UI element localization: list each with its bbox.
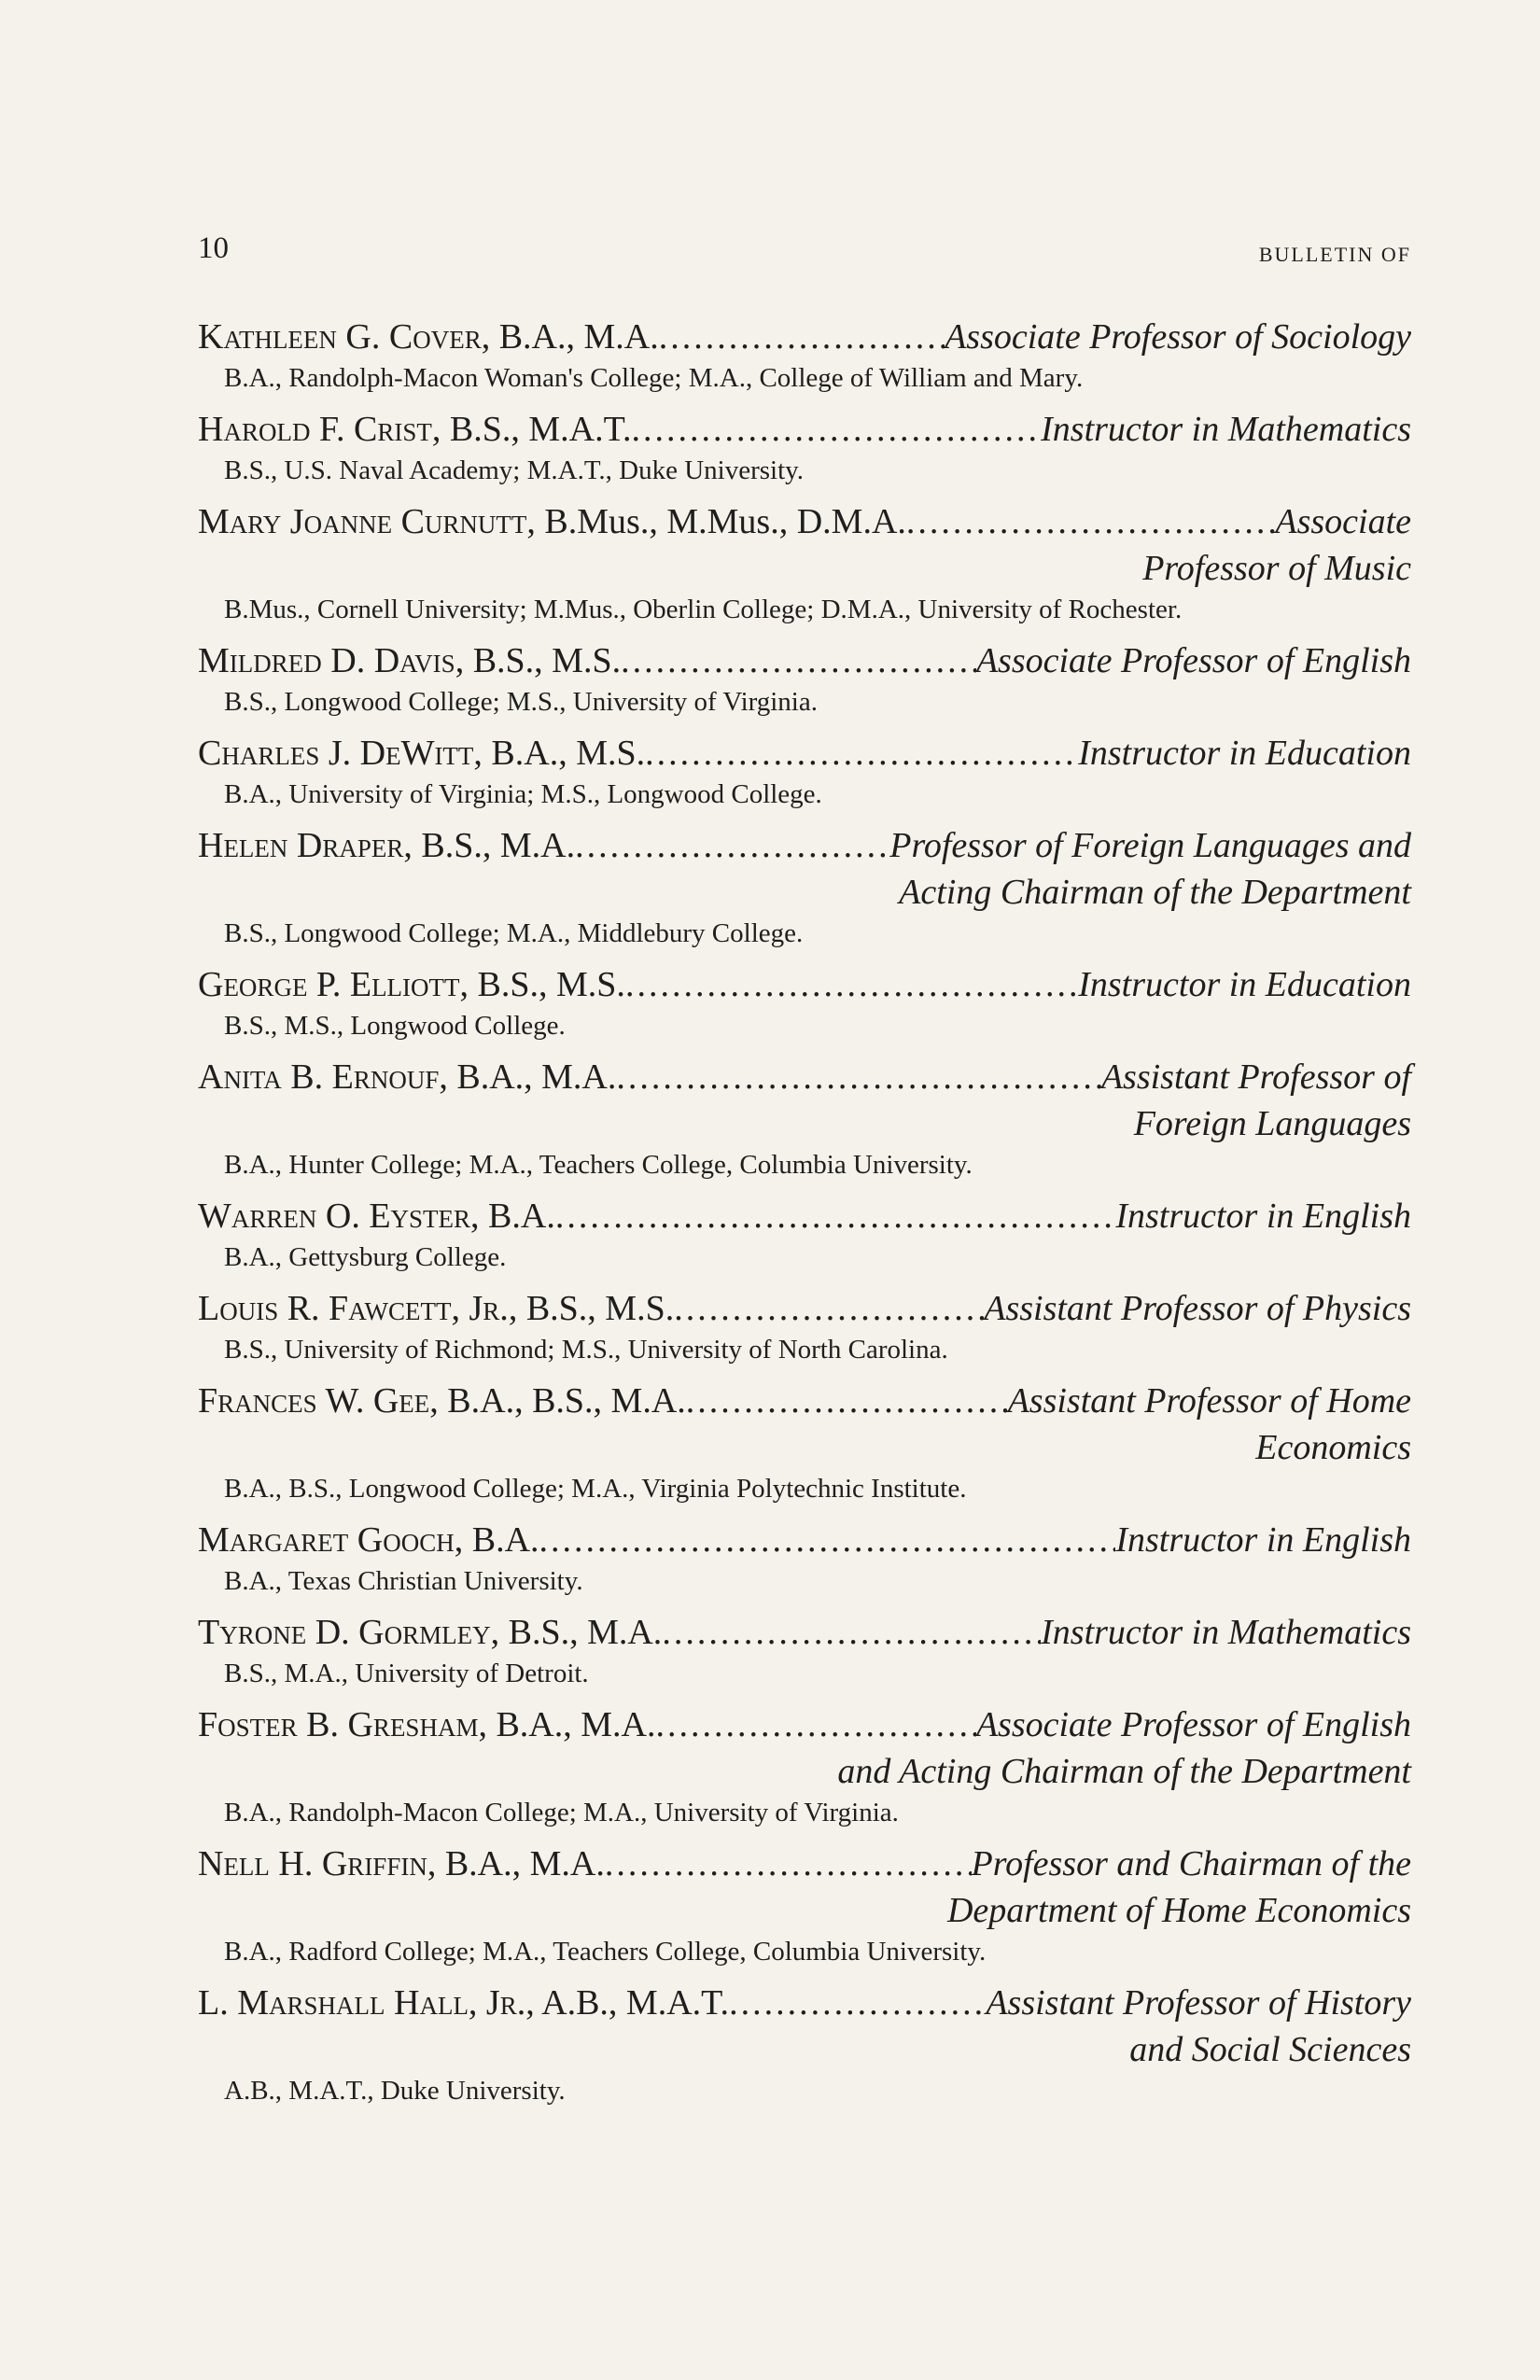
faculty-entry — [198, 1609, 1411, 1688]
faculty-education: B.S., Longwood College; M.S., University of Virginia. — [224, 687, 818, 717]
faculty-title: Associate — [1275, 502, 1411, 541]
entry-heading-line — [198, 637, 1411, 684]
dot-leader — [605, 1841, 972, 1887]
page-number: 10 — [198, 231, 229, 265]
dot-leader — [632, 406, 1042, 453]
faculty-entry — [198, 406, 1411, 485]
entry-heading-line — [198, 1193, 1411, 1239]
faculty-title: Associate Professor of Sociology — [945, 317, 1411, 357]
faculty-name: Mildred D. Davis — [198, 641, 455, 680]
entry-heading-line — [198, 406, 1411, 453]
dot-leader — [906, 498, 1275, 545]
running-head: BULLETIN OF — [1258, 243, 1411, 266]
faculty-title: Instructor in Education — [1078, 965, 1411, 1004]
dot-leader — [555, 1193, 1115, 1239]
faculty-title: Instructor in Mathematics — [1041, 1613, 1411, 1652]
faculty-title: Instructor in English — [1115, 1197, 1411, 1236]
dot-leader — [625, 961, 1078, 1008]
faculty-entry — [198, 314, 1411, 393]
faculty-degrees: , B.A., M.A. — [427, 1844, 605, 1883]
entry-heading-line — [198, 1609, 1411, 1656]
faculty-title: Instructor in English — [1115, 1520, 1411, 1560]
faculty-education: B.S., M.A., University of Detroit. — [224, 1659, 589, 1688]
faculty-degrees: , B.S., M.S. — [508, 1289, 675, 1328]
entry-heading-line — [198, 730, 1411, 777]
faculty-name: Margaret Gooch — [198, 1520, 455, 1560]
faculty-education: B.Mus., Cornell University; M.Mus., Oberlin College; D.M.A., University of Rochester. — [224, 595, 1183, 624]
faculty-name: Frances W. Gee — [198, 1381, 430, 1421]
faculty-education: B.A., Gettysburg College. — [224, 1242, 507, 1272]
faculty-education: B.S., U.S. Naval Academy; M.A.T., Duke University. — [224, 455, 805, 485]
faculty-degrees: , A.B., M.A.T. — [525, 1983, 730, 2023]
dot-leader — [616, 1054, 1100, 1100]
faculty-education: B.S., M.S., Longwood College. — [224, 1011, 566, 1041]
faculty-degrees: , B.S., M.S. — [455, 641, 622, 680]
faculty-degrees: , B.A. — [470, 1197, 555, 1236]
faculty-education: B.A., Randolph-Macon College; M.A., University of Virginia. — [224, 1798, 899, 1827]
faculty-name: Louis R. Fawcett, Jr. — [198, 1289, 509, 1328]
faculty-degrees: , B.Mus., M.Mus., D.M.A. — [526, 502, 906, 541]
faculty-degrees: , B.A., M.A. — [481, 317, 659, 357]
faculty-degrees: , B.A., M.A. — [439, 1057, 617, 1097]
faculty-title-continued: and Social Sciences — [1129, 2030, 1411, 2069]
faculty-entry — [198, 1517, 1411, 1596]
dot-leader — [539, 1517, 1116, 1563]
entry-heading-line — [198, 822, 1411, 869]
faculty-title: Instructor in Education — [1078, 734, 1411, 773]
faculty-title: Professor of Foreign Languages and — [889, 826, 1411, 865]
faculty-name: Charles J. DeWitt — [198, 734, 474, 773]
faculty-entry — [198, 1285, 1411, 1365]
dot-leader — [659, 314, 945, 360]
faculty-entry — [198, 498, 1411, 624]
dot-leader — [655, 1701, 975, 1748]
faculty-degrees: , B.S., M.A. — [403, 826, 576, 865]
faculty-name: Mary Joanne Curnutt — [198, 502, 527, 541]
faculty-title-continued: and Acting Chairman of the Department — [837, 1752, 1411, 1791]
faculty-name: Anita B. Ernouf — [198, 1057, 440, 1097]
faculty-title-continued: Foreign Languages — [1133, 1104, 1411, 1143]
entry-heading-line — [198, 1285, 1411, 1332]
faculty-title: Instructor in Mathematics — [1041, 410, 1411, 449]
dot-leader — [621, 637, 976, 684]
faculty-degrees: , B.S., M.S. — [459, 965, 625, 1004]
faculty-education: B.A., Randolph-Macon Woman's College; M.A., College of William and Mary. — [224, 363, 1084, 393]
faculty-education: B.A., Texas Christian University. — [224, 1566, 583, 1596]
faculty-title-continued: Economics — [1255, 1428, 1411, 1467]
faculty-degrees: , B.A., B.S., M.A. — [429, 1381, 686, 1421]
faculty-title: Assistant Professor of Physics — [984, 1289, 1411, 1328]
faculty-degrees: , B.S., M.A. — [490, 1613, 663, 1652]
faculty-entry — [198, 1701, 1411, 1827]
dot-leader — [674, 1285, 984, 1332]
faculty-title: Assistant Professor of History — [986, 1983, 1411, 2023]
entry-heading-line — [198, 961, 1411, 1008]
entry-heading-line — [198, 1054, 1411, 1100]
faculty-entry — [198, 1980, 1411, 2106]
dot-leader — [729, 1980, 986, 2026]
faculty-name: Kathleen G. Cover — [198, 317, 482, 357]
faculty-title: Professor and Chairman of the — [971, 1844, 1411, 1883]
faculty-education: B.S., Longwood College; M.A., Middlebury College. — [224, 918, 804, 948]
faculty-degrees: , B.A., M.S. — [473, 734, 646, 773]
entry-heading-line — [198, 1517, 1411, 1563]
dot-leader — [645, 730, 1078, 777]
entry-heading-line — [198, 1980, 1411, 2026]
faculty-name: Warren O. Eyster — [198, 1197, 471, 1236]
page-header — [198, 231, 1411, 287]
faculty-name: Helen Draper — [198, 826, 404, 865]
faculty-title-continued: Professor of Music — [1142, 549, 1411, 588]
faculty-name: Harold F. Crist — [198, 410, 432, 449]
dot-leader — [662, 1609, 1041, 1656]
faculty-degrees: , B.A. — [454, 1520, 539, 1560]
faculty-title-continued: Acting Chairman of the Department — [899, 873, 1411, 912]
faculty-name: Nell H. Griffin — [198, 1844, 427, 1883]
faculty-education: B.S., University of Richmond; M.S., University of North Carolina. — [224, 1335, 948, 1365]
faculty-education: B.A., Radford College; M.A., Teachers College, Columbia University. — [224, 1937, 987, 1967]
faculty-education: B.A., University of Virginia; M.S., Longwood College. — [224, 779, 822, 809]
faculty-name: L. Marshall Hall, Jr. — [198, 1983, 526, 2023]
faculty-education: A.B., M.A.T., Duke University. — [224, 2076, 566, 2106]
faculty-entry — [198, 730, 1411, 809]
faculty-entry — [198, 1193, 1411, 1272]
entry-heading-line — [198, 498, 1411, 545]
faculty-entry — [198, 961, 1411, 1041]
faculty-degrees: , B.A., M.A. — [478, 1705, 656, 1744]
faculty-entry — [198, 637, 1411, 717]
faculty-entry — [198, 1378, 1411, 1504]
entry-heading-line — [198, 1701, 1411, 1748]
entry-heading-line — [198, 1378, 1411, 1424]
faculty-name: George P. Elliott — [198, 965, 460, 1004]
faculty-list — [198, 314, 1411, 2119]
dot-leader — [575, 822, 889, 869]
faculty-name: Foster B. Gresham — [198, 1705, 479, 1744]
faculty-entry — [198, 1841, 1411, 1967]
faculty-education: B.A., B.S., Longwood College; M.A., Virginia Polytechnic Institute. — [224, 1474, 967, 1504]
faculty-name: Tyrone D. Gormley — [198, 1613, 491, 1652]
faculty-title: Associate Professor of English — [975, 641, 1411, 680]
dot-leader — [686, 1378, 1008, 1424]
entry-heading-line — [198, 1841, 1411, 1887]
faculty-degrees: , B.S., M.A.T. — [431, 410, 632, 449]
faculty-title: Associate Professor of English — [975, 1705, 1411, 1744]
entry-heading-line — [198, 314, 1411, 360]
faculty-education: B.A., Hunter College; M.A., Teachers College, Columbia University. — [224, 1150, 973, 1180]
faculty-entry — [198, 1054, 1411, 1180]
faculty-title: Assistant Professor of — [1100, 1057, 1411, 1097]
faculty-title-continued: Department of Home Economics — [946, 1891, 1411, 1930]
faculty-entry — [198, 822, 1411, 948]
faculty-title: Assistant Professor of Home — [1007, 1381, 1411, 1421]
